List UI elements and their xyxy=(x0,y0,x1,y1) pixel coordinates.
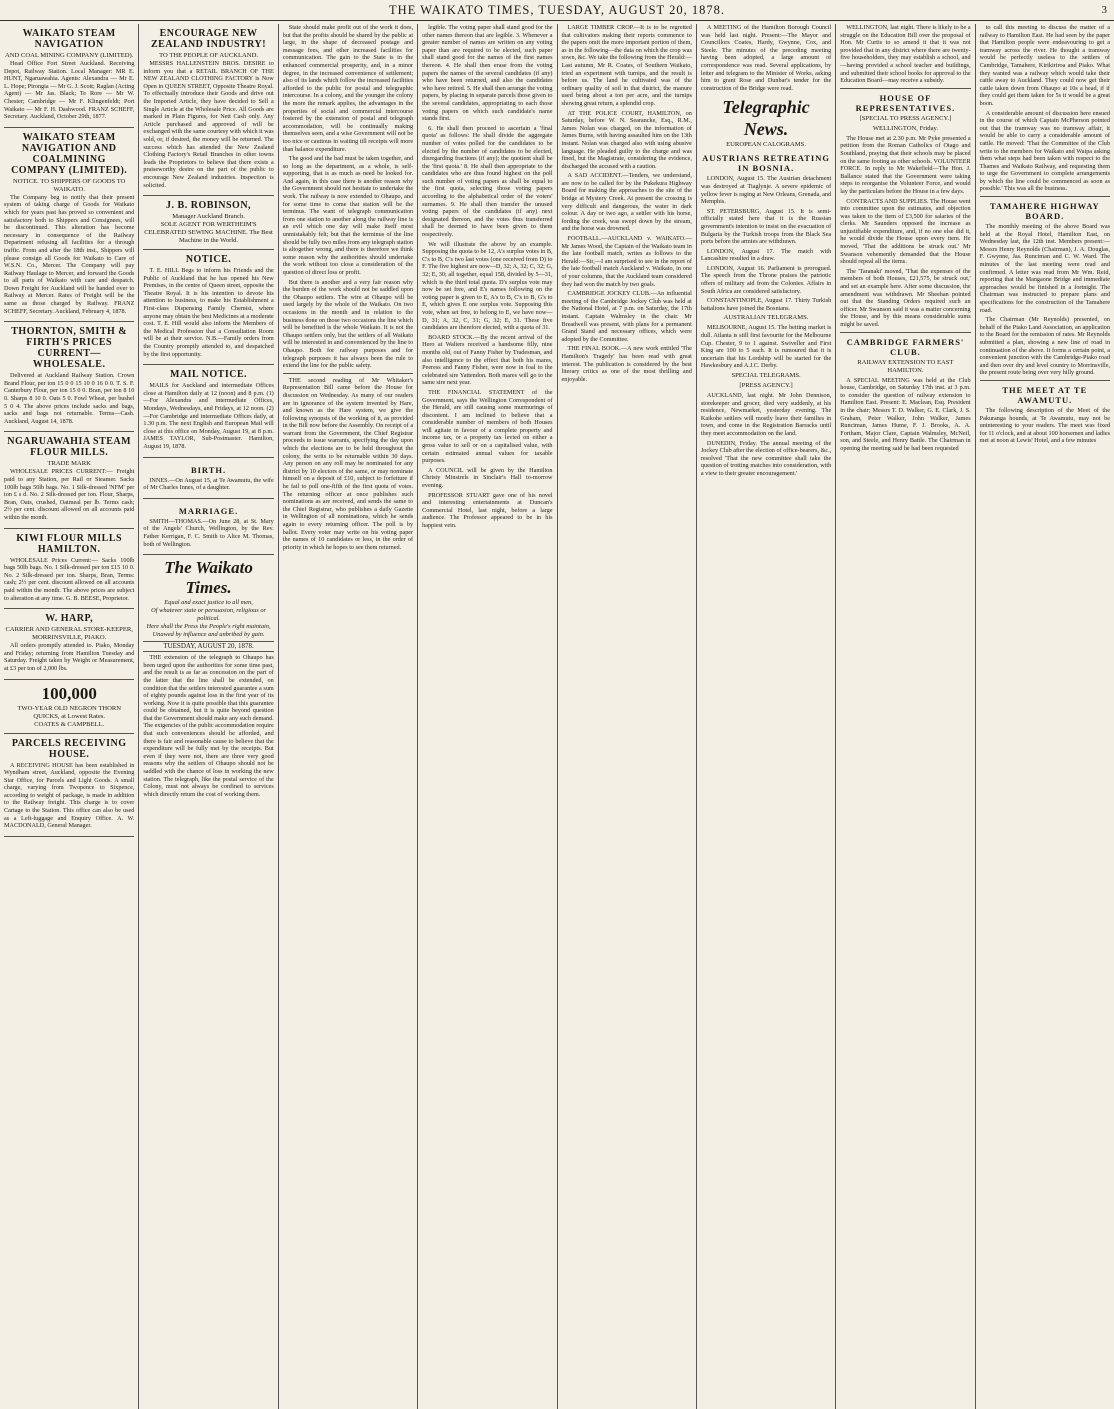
section-heading: AUSTRIANS RETREATING IN BOSNIA. xyxy=(702,153,830,174)
trade-mark-label: TRADE MARK xyxy=(47,460,91,468)
ad-subheading: Manager Auckland Branch. xyxy=(172,213,245,221)
ad-heading: BIRTH. xyxy=(190,464,227,475)
ad-heading: NGARUAWAHIA STEAM FLOUR MILLS. xyxy=(7,436,132,459)
ad-heading: WAIKATO STEAM NAVIGATION xyxy=(22,28,116,50)
ad-heading: TWO-YEAR OLD NEGRON THORN QUICKS, at Lowest Rates. xyxy=(17,704,122,720)
article-paragraph: The 'Taranaki' moved, 'That the expenses of the members of both Houses, £21,575, be struck out,' and set an example here. After some discussion, the amendment was withdrawn. Mr Sheehan pointed out that the Standing Orders required such an officer. Mr Swanson said it was a matter concerning the House, and by this means considerable sums might be saved. xyxy=(840,267,971,328)
article-paragraph: CAMBRIDGE JOCKEY CLUB.—An influential meeting of the Cambridge Jockey Club was held at the National Hotel, at 7 p.m. on Saturday, the 17th instant. Captain Walmsley in the chair. Mr Breadwell was present, with plans for a permanent Grand Stand and necessary offices, which were adopted by the Committee. xyxy=(561,290,692,343)
press-agency-label: [PRESS AGENCY.] xyxy=(739,382,793,389)
article-paragraph: The Chairman (Mr Reynolds) presented, on behalf of the Piako Land Association, an application to the Board for the remission of rates. Mr Reynolds submitted a plan, showing a new line of road in continuation of the above. It forms a certain point, a convenient junction with the Cambridge-Piako road and then over dry and level country to Morrinsville, the present route being over very hilly ground. xyxy=(979,316,1110,377)
ad-heading: NOTICE. xyxy=(185,254,232,266)
ad-subheading: AND COAL MINING COMPANY (LIMITED). xyxy=(4,52,134,59)
article-paragraph: legible. The voting paper shall stand good for the other names thereon that are legible. 3. Whenever a greater number of names are written on any voting paper than are required to be elected, such paper shall stand good for the names of the first names thereon. 4. He shall then erase from the voting papers the names of the several candidates (if any) who have been returned, and also the candidates who have retired. 5. He shall then arrange the voting papers, by placing in separate parcels those given to the several candidates, appropriating to each those voting papers on which such candidate's name stands first. xyxy=(422,24,553,123)
article-paragraph: PROFESSOR STUART gave one of his novel and interesting entertainments at Duncan's Commercial Hotel, last night, before a large audience. The Professor appeared to be in his happiest vein. xyxy=(422,491,553,529)
ad-notice-hill xyxy=(143,250,273,365)
column-1 xyxy=(0,24,139,1409)
ad-subheading: CARRIER AND GENERAL STORE-KEEPER, MORRINSVILLE, PIAKO. xyxy=(5,626,133,642)
ad-thorn-quicks xyxy=(4,680,134,734)
leader-article: THE extension of the telegraph to Ohaupo has been urged upon the authorities for some time past, and the result is as far as concession on the part of the latter that the line shall be extended, on condition that the settlers interested guarantee a sum of eighty pounds against loss in the first year of its working. Now it is quite possible that this guarantee could be obtained, but it is quite beyond question that the Government should make any such demand. The exigencies of the public accommodation require that such conveniences should be afforded, and there is fair and reasonable cause to believe that the expenditure will be fully met by the receipts. But even if they were not, there are three very good reasons why the settlers of Ohaupo should not be saddled with the chance of loss in working the new station. The telegraph, like the postal service of the Colony, must not always be confined to services which directly return the cost of working them. xyxy=(143,654,274,798)
article-paragraph: CONTRACTS AND SUPPLIES. The House went into committee upon the estimates, and objection was taken to the item of £3,500 for salaries of the clerks. Mr Saunders opposed the increase as unjustifiable expenditure, and, if no one else did it, he would divide the House upon every item. He moved, 'That the additions be struck out.' Mr Swanson vehemently demanded that the House should repeal all the items. xyxy=(840,197,971,266)
article-paragraph: The good and the bad must be taken together, and so long as the department, as a whole, is self-supporting, that is as much as need be looked for. And again, in this case there is another reason why the Government should not hesitate to undertake the work. The railway is now extended to Ohaupo, and for some time to come that station will be the terminus. The want of telegraph communication from one station to another along the railway line is an evil which one day will make itself most unmistakably felt; but that the terminus of the line should be fully two miles from any telegraph station is altogether wrong, and there is therefore we think some reason why the authorities should undertake the work without too close a consideration of the question of direct loss or profit. xyxy=(282,155,414,276)
ad-encourage-industry xyxy=(143,24,273,196)
article-paragraph: 6. He shall then proceed to ascertain a 'final quota' as follows: He shall divide the aggregate number of votes polled for the candidates to be elected by the number of candidates to be elected, disregarding fractions (if any); the quotient shall be the 'first quota.' 8. He shall then appropriate to the candidates who are thus found highest on the poll such number of voting papers as shall be equal to the first quota, selecting those voting papers according to the alphabetical order of the voters' surnames. 9. He shall then transfer the unused voting papers of the candidates (if any) next designated thereon, and the votes thus transferred shall be deemed to have been given to them respectively. xyxy=(422,124,553,239)
column-5 xyxy=(558,24,697,1409)
section-subheading: EUROPEAN CALOGRAMS. xyxy=(726,141,806,149)
ad-heading: WAIKATO STEAM NAVIGATION AND COALMINING COMPANY (LIMITED). xyxy=(11,131,128,176)
article-paragraph: LARGE TIMBER CROP.—It is to be regretted that cultivators making their reports commence to the papers omit the more important portion of them, as in the following—the data on which the crop was sown, &c. We take the following from the Herald:—Last autumn, Mr R. Coates, of Southern Waikato, tried an experiment with turnips, and the result is before us. The land he cultivated was of the ordinary quality of soil in that district, the manure used being about a ton per acre, and the turnips showing great return, a splendid crop. xyxy=(561,24,692,107)
ad-robinson xyxy=(143,196,273,250)
divider xyxy=(980,380,1110,381)
section-subheading: AUSTRALIAN TELEGRAMS. xyxy=(723,314,809,322)
divider xyxy=(840,88,970,89)
ad-body: All orders promptly attended to. Piako, Monday and Friday; returning from Hamilton Tuesday and Saturday. Freight taken by Weight or Measurement, at £3 per ton of 2,000 lbs. xyxy=(4,642,135,672)
article-paragraph: FOOTBALL.—AUCKLAND v. WAIKATO.—Mr James Wood, the Captain of the Waikato team in the late football match, writes as follows to the Herald:—Sir,—I am surprised to see in the report of the late football match Auckland v. Waikato, in one of your columns, that the Auckland team considered they had won the match by two goals. xyxy=(561,235,692,288)
ad-notice-shippers xyxy=(4,128,134,323)
ad-body: WHOLESALE PRICES CURRENT:— Freight paid to any Station, per Rail or Steamer. Sacks 100lb bags 50lb bags. No. 1 Silk-dressed 'NFM' per ton £ s d. No. 2 Silk-dressed per ton. Flour, Sharps, Bran, Oats, crushed, Oatmeal per lb. Terms cash; 2½ per cent. discount allowed on all accounts paid within the month. xyxy=(4,468,135,521)
ad-heading: PARCELS RECEIVING HOUSE. xyxy=(11,737,127,760)
article-paragraph: to call this meeting to discuss the matter of a railway to Hamilton East. He had seen by the paper that Hamilton people were endeavouring to get a tramway across the river. He thought a tramway would be perfectly useless to the settlers of Cambridge, Tamahere, Kirikiriroa and Piako. What they wanted was a railway which would take their cattle away to Auckland. They could now get their cattle taken down from Ohaupo at 10s a head, if if they could get them taken for 5s it would be a great boon. xyxy=(979,24,1110,107)
article-paragraph: BOARD STOCK.—By the recent arrival of the Hero at Walters received a handsome filly, nine months old, out of Fanny Fisher by Tradesman, and also intelligence to the effect that both his mares, Peeress and Fanny Fisher, were now in foal to the celebrated sire Yattendon. Both mares will go to the same sire next year. xyxy=(422,333,553,387)
ad-heading: THORNTON, SMITH & FIRTH'S PRICES CURRENT—WHOLESALE. xyxy=(11,326,128,371)
article-paragraph: THE FINAL BOOK.—A new work entitled 'The Hamilton's Tragedy' has been read with great interest. The publication is considered by the best literary critics as one of the most thrilling and enjoyable. xyxy=(561,345,692,383)
ad-prices-current xyxy=(4,322,134,432)
paper-title: The Waikato Times. xyxy=(164,558,253,598)
article-paragraph: DUNEDIN, Friday. The annual meeting of the Jockey Club after the election of office-bearers, &c., resolved 'That the new committee shall take the question of trotting matches into consideration, with a view to their greater encouragement.' xyxy=(700,439,832,477)
ad-body: MESSRS HALLENSTEIN BROS. DESIRE to inform you that a RETAIL BRANCH OF THE NEW ZEALAND CLOTHING FACTORY is Now Open in QUEEN STREET, Opposite Theatre Royal. To effectually introduce their Goods and drive out the Imported Article, they have decided to Sell a Single Article at the Wholesale Price. All Goods are marked in Plain Figures, for Nett Cash only. Any Article purchased and approved of will be exchanged with the same courtesy with which it was sold, or, if desired, the money will be returned. The success which has attended the New Zealand Clothing Factory's Retail Branches in other towns leads the Proprietors to believe that there exists a praiseworthy desire on the part of the public to encourage New Zealand industries. Inspection is solicited. xyxy=(143,60,274,189)
ad-subheading: COATES & CAMPBELL. xyxy=(34,720,105,728)
ad-body: Delivered at Auckland Railway Station. Crown Brand Flour, per ton 15 0 0 15 10 0 16 0 0. T. S. F. Canterbury Flour, per ton 15 0 0. Bran, per ton 8 10 0. Sharps 8 10 0. Oats 5 0. Fowl Wheat, per bushel 5 0 4. The above prices include sacks and bags, sacks and bags not returnable. Terms—Cash. Auckland, August 14, 1878. xyxy=(4,372,135,425)
ad-w-harp xyxy=(4,609,134,679)
article-paragraph: MELBOURNE, August 15. The betting market is dull. Atlanta is still first favourite for the Melbourne Cup. Chester, 9 to 1 against. Swiveller and First King are 100 to 5 each. It is rumoured that it is uncertain that his Lordship will be started for the Hawkesbury and A.J.C. Derby. xyxy=(700,324,832,370)
ad-heading: W. HARP, xyxy=(45,613,94,625)
ad-body: T. E. HILL Begs to inform his Friends and the Public of Auckland that he has opened his New Premises, in the centre of Queen street, opposite the Theatre Royal. It is his intention to devote his attention to business, to make his Establishment a First-class Dispensing Family Chemist, where anyone may obtain the best Medicines at a moderate cost. T. E. Hill would also inform the Members of the Medical Profession that a Consultation Room will be at their service. N.B.—Family orders from the Country promptly attended to, and despatched by the first opportunity. xyxy=(143,267,274,358)
article-paragraph: THE FINANCIAL STATEMENT of the Government, says the Wellington Correspondent of the Herald, are still causing some murmurings of discontent. I am inclined to believe that a considerable number of members of both Houses will agitate in favour of a complete property and income tax, or a property tax levied on either a gross value to sell or on a capitalised value, with certain estimated annual values for taxable purposes. xyxy=(422,388,553,465)
masthead xyxy=(0,0,1114,21)
ad-body: SOLE AGENT FOR WERTHEIM'S CELEBRATED SEWING MACHINE. The Best Machine in the World. xyxy=(144,221,273,245)
article-paragraph: LONDON, August 17. The match with Lancashire resulted in a draw. xyxy=(700,247,832,263)
article-paragraph: AUCKLAND, last night. Mr John Dennison, storekeeper and grocer, died very suddenly, at his residence, Newmarket, yesterday evening. The Kaikohe settlers will mostly leave their families in town, and come in the Registration Barracks until they meet accommodation on the land. xyxy=(700,392,832,437)
column-3 xyxy=(279,24,418,1409)
ad-ngaruawahia-mills xyxy=(4,432,134,528)
paper-motto-3: Here shall the Press the People's right maintain, Unawed by influence and unbribed by gain. xyxy=(146,623,271,639)
ad-subheading: TO THE PEOPLE OF AUCKLAND. xyxy=(159,52,258,59)
birth-notice xyxy=(143,458,273,499)
columns xyxy=(0,21,1114,1409)
article-paragraph: State should make profit out of the work it does, but that the profits should be shared by the public at large, in the shape of decreased postage and message fees, and other increased facilities for communication. The gain to the State is in the enhanced commercial prosperity, and, in a minor degree, in the increased convenience of settlement; also of its lands which follow the increased facilities afforded to the public for postal and telegraphic intercourse. In a colony, and the younger the colony the more the remark applies, the advantages in the properties of social and commercial intercourse fostered by the extension of postal and telegraph accommodation, will be continually making themselves seen, and a wise Government will not be too nice or cautious in waiting till receipts will more than balance expenditure. xyxy=(282,24,414,153)
ad-kiwi-flour-mills xyxy=(4,529,134,610)
section-heading: TAMAHERE HIGHWAY BOARD. xyxy=(989,201,1100,222)
section-subheading: [SPECIAL TO PRESS AGENCY.] xyxy=(859,114,952,122)
article-paragraph: A MEETING of the Hamilton Borough Council was held last night. Present:—The Mayor and Councillors Coates, Hardy, Gwynne, Cox, and Steele. The minutes of the preceding meeting having been adopted, a large amount of correspondence was read. Several applications, by letter and telegram to the Minister of Works, asking him to grant Rose and Dunbar's tender for the construction of the Bridge were read. xyxy=(700,24,832,92)
section-subheading: RAILWAY EXTENSION TO EAST HAMILTON. xyxy=(857,358,954,374)
page-number: 3 xyxy=(1101,4,1108,16)
ad-waikato-steam-navigation xyxy=(4,24,134,128)
ad-heading: MARRIAGE. xyxy=(178,505,239,516)
ad-heading: MAIL NOTICE. xyxy=(170,369,248,381)
column-7 xyxy=(836,24,975,1409)
paper-motto-1: Equal and exact justice to all men, xyxy=(164,599,253,607)
column-8 xyxy=(976,24,1114,1409)
ad-parcels-receiving xyxy=(4,734,134,837)
ad-body: MAILS for Auckland and intermediate Offices close at Hamilton daily at 12 (noon) and 8 p.m. (1)—For Alexandra and intermediate Offices, Mondays, Wednesdays, and Fridays, at 12 noon. (2)—For Cambridge and intermediate Offices daily, at 1.30 p.m. The next English and European Mail will close at this office on Monday, August 19, at 8 p.m. JAMES TAYLOR, Sub-Postmaster. Hamilton, August 19, 1878. xyxy=(143,382,274,450)
divider xyxy=(283,373,413,374)
mail-notice xyxy=(143,365,273,457)
section-subheading: SPECIAL TELEGRAMS. xyxy=(731,372,801,379)
ad-big-number: 100,000 xyxy=(41,683,97,703)
telegraphic-news-heading: Telegraphic News. xyxy=(722,97,810,140)
ad-body: SMITH—THOMAS.—On June 28, at St. Mary of the Angels' Church, Wellington, by the Rev. Father Kerrigan, F. C. Smith to Alice M. Thomas, both of Wellington. xyxy=(143,517,274,548)
divider xyxy=(980,196,1110,197)
article-paragraph: LONDON, August 15. The Austrian detachment was destroyed at Tiaglynje. A severe epidemic of yellow fever is raging at New Orleans, Grenada, and Memphis. xyxy=(700,175,832,206)
article-paragraph: A SAD ACCIDENT.—Tenders, we understand, are now to be called for by the Pukekura Highway Board for making the approaches to the site of the bridge at Mystery Creek. At present the crossing is very difficult and dangerous, the water in dark colour. A day or two ago, a settler with his horse, fording the creek, was swept down by the stream, and the horse was drowned. xyxy=(561,172,692,233)
ad-heading: KIWI FLOUR MILLS HAMILTON. xyxy=(16,532,123,555)
article-paragraph: The following description of the Meet of the Pakuranga hounds, at Te Awamutu, may not be uninteresting to your readers. The meet was fixed for 11 o'clock, and at about 100 horsemen and ladies met at noon at Lewis' Hotel, and a few minutes xyxy=(979,406,1110,445)
article-paragraph: AT THE POLICE COURT, HAMILTON, on Saturday, before W. N. Searancke, Esq., R.M., James Nolan was charged, on the information of James Burns, with having assaulted him on the 13th instant. Nolan was charged also with using abusive language. He pleaded guilty to the charge and was fined, but the Magistrate, considering the evidence, discharged the accused with a caution. xyxy=(561,109,692,170)
article-paragraph: THE second reading of Mr Whitaker's Representation Bill came before the House for discussion on Wednesday. As many of our readers are in ignorance of the system invented by Hare, and known as the Hare system, we give the following synopsis of the working of it, as provided in the Bill now before the Assembly. On receipt of a warrant from the Government, the Chief Registrar proceeds to issue warrants, specifying the day upon which the elections are to be held throughout the colony, the writs to be returnable within 30 days. Any person on any roll may be nominated for any district by 10 electors of the same, or may nominate himself on a deposit of £10, subject to forfeiture if he fail to poll one-fifth of the first quota of votes. The returning officer at once publishes such nominations as are received, and sends the same to the Chief Registrar, who publishes a daily Gazette in Wellington of all nominations, which he sends again to every returning officer. The poll is by ballot. Every voter may write on his voting paper the names of 10 candidates or less, in the order of priority in which he hopes to see them returned. xyxy=(282,376,414,551)
issue-date: TUESDAY, AUGUST 20, 1878. xyxy=(143,641,273,652)
section-heading: THE MEET AT TE AWAMUTU. xyxy=(1002,384,1088,405)
article-paragraph: LONDON, August 16. Parliament is prorogued. The speech from the Throne praises the patriotic offers of military aid from the Colonies. Affairs in South Africa are considered satisfactory. xyxy=(700,264,832,295)
ad-heading: J. B. ROBINSON, xyxy=(166,200,252,212)
column-6 xyxy=(697,24,836,1409)
article-paragraph: A SPECIAL MEETING was held at the Club house, Cambridge, on Saturday 17th inst. at 3 p.m. to consider the question of railway extension to Hamilton East. Present: E. Maclean, Esq. President in the chair; Messrs T. D. Walker, G. E. Clark, J. S. Graham, Peter Walker, John Walker, James Runciman, James Hume, F. J. Brooks, A. A. Fortham, Major Clare, Captain Walmsley, McNeil, son, and Steele, and Henry Battle. The Chairman in opening the meeting said he had been requested xyxy=(840,376,971,452)
masthead-title: THE WAIKATO TIMES, TUESDAY, AUGUST 20, 1878. xyxy=(389,3,725,17)
article-paragraph: A COUNCIL will be given by the Hamilton Christy Minstrels in Sinclair's Hall to-morrow evening. xyxy=(422,466,553,490)
article-paragraph: The House met at 2.30 p.m. Mr Pyke presented a petition from the Roman Catholics of Otago and Southland, praying that their schools may be placed on the same footing as other schools. VOLUNTEER FORCE. In reply to Mr Wakefield—The Hon. J. Ballance stated that the Government were taking steps to reorganise the Volunteer Force, and would lay the particulars before the House in a few days. xyxy=(840,134,971,195)
ad-body: The Company beg to notify that their present system of taking charge of Goods for Waikato which for years past has proved so convenient and satisfactory both to Shippers and Consignees, will be discontinued. This alteration has become necessary in consequence of the Railway Department refusing all facilities for a through traffic. From and after the 18th inst., Shippers will please consign all Goods for Waikato to Care of W.S.N. Co., Mercer. The Company will pay Railway Haulage to Mercer, and forward the Goods to all parts of Waikato with care and despatch. Down Freight for Auckland will be handed over to Railway at Mercer. Rates of Freight will be the same as those charged by Railway. FRANZ SCHEFF, Secretary. Auckland, February 4, 1878. xyxy=(4,193,135,315)
article-paragraph: The monthly meeting of the above Board was held at the Royal Hotel, Hamilton East, on Wednesday last, the 12th inst. Members present:—Messrs Henry Reynolds (Chairman), J. A. Douglas, F. Gwynne, Jas. Runciman and C. W. Ward. The minutes of the last meeting were read and confirmed. A letter was read from Mr Wm. Reid, reporting that the Mangaone Bridge and immediate approaches would be finished in a fortnight. The Chairman was instructed to prepare plans and specifications for the construction of the Tamahere road. xyxy=(979,223,1110,314)
article-paragraph: ST. PETERSBURG, August 15. It is semi-officially stated here that it is the Russian government's intention to insist on the evacuation of Bulgaria by the Turkish troops from the Black Sea ports before the armies are withdrawn. xyxy=(700,207,832,246)
article-paragraph: WELLINGTON, last night. There is likely to be a struggle on the Education Bill over the proposal of Hon. Mr Curtis to so amend it that it was not provided that in any district where there are twenty-five householders, they may establish a school, and—having provided a school teacher and buildings, and submitted their school books for approval to the Education Board—may receive a subsidy. xyxy=(840,24,971,85)
ad-heading: ENCOURAGE NEW ZEALAND INDUSTRY! xyxy=(151,28,267,50)
column-2 xyxy=(139,24,278,1409)
ad-body: INNES.—On August 15, at Te Awamutu, the wife of Mr Charles Innes, of a daughter. xyxy=(143,476,274,492)
section-heading: HOUSE OF REPRESENTATIVES. xyxy=(855,92,956,113)
paper-motto-2: Of whatever state or persuasion, religious or political. xyxy=(151,607,267,623)
marriage-notice xyxy=(143,499,273,555)
section-subheading: WELLINGTON, Friday. xyxy=(872,124,939,132)
article-paragraph: But there is another and a very fair reason why the burden of the work should not be saddled upon the Ohaupo settlers. The wire at Ohaupo will be used largely by the whole of the Waikato. On two occasions in the month and in relation to the business done on those two occasions the line which will be benefited is the whole Waikato. It is not the Ohaupo settlers only, but the settlers of all Waikato will be interested in and convenienced by the line to Ohaupo. Both for railway purposes and for telegraph purposes it has always been the rule to extend the line for the public safety. xyxy=(282,278,414,370)
article-paragraph: We will illustrate the above by an example. Supposing the quota to be 12, A's surplus votes in B, C's to B, C's two last votes (one received from D) to F. The five highest are now—D, 32; A, 32; C, 32; G, 32; E, 30; all together, equal 158, divided by 5—31, which is the third total quota. D's surplus vote may now be set free, and E's names following on the voting paper is given to E, A's to B, C's to B, G's to E, which gives E one surplus vote. Supposing this vote, when set free, to belong to E, we have now—D, 31; A, 32, C, 31; G, 32; E, 31. These five candidates are therefore elected, with a quota of 31. xyxy=(422,240,553,332)
section-heading: CAMBRIDGE FARMERS' CLUB. xyxy=(846,336,965,357)
divider xyxy=(840,332,970,333)
ad-subheading: NOTICE. TO SHIPPERS OF GOODS TO WAIKATO. xyxy=(13,177,126,193)
ad-body: Head Office Fort Street Auckland. Receiving Depot, Railway Station. Local Manager: MR E. HUNT, Ngaruawahia. Agents: Alexandra — Mr E. L. Hope; Pirongia — Mr G. J. Scott; Raglan (Acting Agent) — Mr Jas. Black; Te Rore — Mr W. Chester; Cambridge — Mr F. Klingenfeldt; Port Waikato — Mr F. H. Dashwood. FRANZ SCHEFF, Secretary. Auckland, October 29th, 1877. xyxy=(4,60,135,121)
column-4 xyxy=(418,24,557,1409)
article-paragraph: CONSTANTINOPLE, August 17. Thirty Turkish battalions have joined the Bosnians. xyxy=(700,297,832,312)
article-paragraph: A considerable amount of discussion here ensued in the course of which Captain McPherson pointed out that the tramway was no tramway affair, it would be able to carry a considerable amount of cattle. He moved: 'That the Committee of the Club write to the members for Waikato and Waipa asking them what steps had been taken with respect to the Thames and Waikato Railway, and requesting them to urge the Government to complete arrangements by which the line could be commenced as soon as possible.' This was all the business. xyxy=(979,109,1110,193)
ad-body: A RECEIVING HOUSE has been established in Wyndham street, Auckland, opposite the Evening Star Office, for Parcels and Light Goods. A small charge, varying from Twopence to Sixpence, according to weight of package, is made in addition to the Railway freight. This charge is to cover Cartage to the Station. This office can also be used as a Left-luggage and Enquiry Office. A. W. MACDONALD, General Manager. xyxy=(4,761,135,830)
ad-body: WHOLESALE Prices Current:— Sacks 100lb bags 50lb bags. No. 1 Silk-dressed per ton £15 10 0. No. 2 Silk-dressed per ton. Sharps, Bran, Terms: cash; 2½ per cent. discount allowed on all accounts paid within the month. The above prices are subject to alteration at any time. G. B. BEESE, Proprietor. xyxy=(4,556,135,602)
